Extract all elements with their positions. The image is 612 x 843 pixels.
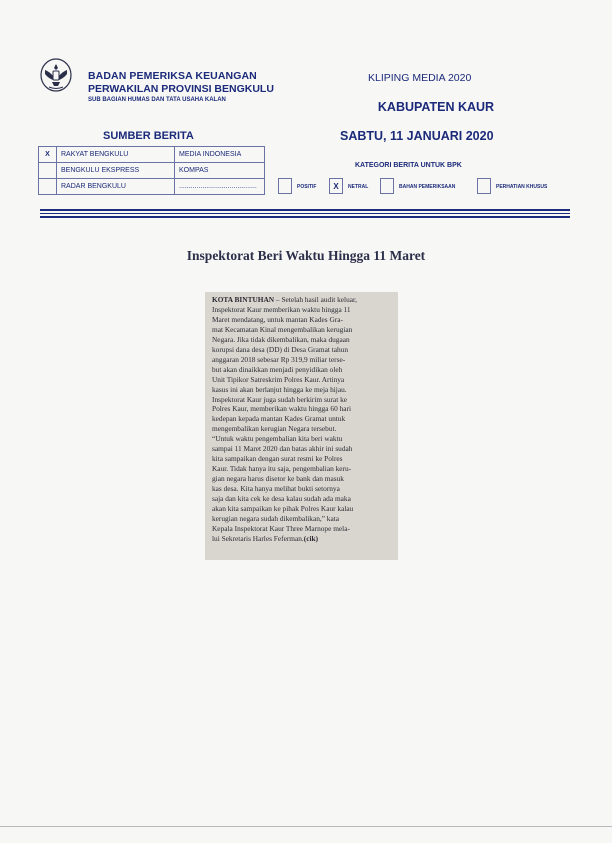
source-checkbox[interactable]: X xyxy=(39,147,57,163)
header-divider xyxy=(40,213,570,214)
article-paragraph xyxy=(212,295,394,434)
article-paragraph xyxy=(212,434,394,543)
author-signature: (cik) xyxy=(303,533,319,543)
kliping-label: KLIPING MEDIA 2020 xyxy=(368,72,472,84)
source-name: RAKYAT BENGKULU xyxy=(57,147,175,163)
bahan-pemeriksaan-label: BAHAN PEMERIKSAAN xyxy=(399,184,456,190)
article-headline: Inspektorat Beri Waktu Hingga 11 Maret xyxy=(186,248,426,263)
page-bottom-line xyxy=(0,826,612,827)
positif-label: POSITIF xyxy=(297,184,317,190)
source-name: KOMPAS xyxy=(175,163,265,179)
header-divider xyxy=(40,209,570,211)
org-name: BADAN PEMERIKSA KEUANGAN xyxy=(88,70,257,82)
kategori-title: KATEGORI BERITA UNTUK BPK xyxy=(355,162,462,169)
bahan-pemeriksaan-checkbox[interactable] xyxy=(380,178,394,194)
source-other-field[interactable]: ........................................ xyxy=(175,179,265,195)
article-paragraph-1: – Setelah hasil audit keluar, Inspektorat Kaur memberikan waktu hingga 11 Maret mendatang, untuk mantan Kades Gra- mat Kecamatan Kinal mengembalikan kerugian Negara. Jika tidak dikembalikan, maka dugaan korupsi dana desa (DD) di Desa Gramat tahun anggaran 2018 sebesar Rp 319,9 miliar terse- but akan dinaikkan menjadi penyidikan oleh Unit Tipikor Satreskrim Polres Kaur. Artinya kasus ini akan berlanjut hingga ke meja hijau. Inspektorat Kaur juga sudah berkirim surat ke Polres Kaur, memberikan waktu hingga 60 hari kedepan kepada mantan Kades Gramat untuk mengembalikan kerugian Negara tersebut. xyxy=(212,295,358,434)
source-name: BENGKULU EKSPRESS xyxy=(57,163,175,179)
header-divider xyxy=(40,216,570,218)
org-subtitle: PERWAKILAN PROVINSI BENGKULU xyxy=(88,83,274,95)
positif-checkbox[interactable] xyxy=(278,178,292,194)
netral-label: NETRAL xyxy=(348,184,369,190)
source-checkbox[interactable] xyxy=(39,163,57,179)
table-row xyxy=(39,163,265,179)
article-paragraph-2: “Untuk waktu pengembalian kita beri waktu sampai 11 Maret 2020 dan batas akhir ini sudah kita sampaikan dengan surat resmi ke Polres Kaur. Tidak hanya itu saja, pengembalian keru- gian negara harus disetor ke bank dan masuk kas desa. Kita hanya melihat bukti setornya saja dan kita cek ke desa kalau sudah ada maka akan kita sampaikan ke pihak Polres Kaur kalau kerugian negara sudah dikembalikan,” kata Kepala Inspektorat Kaur Three Marnope mela- lui Sekretaris Harles Feferman. xyxy=(212,434,354,543)
source-name: MEDIA INDONESIA xyxy=(175,147,265,163)
perhatian-khusus-checkbox[interactable] xyxy=(477,178,491,194)
kabupaten-label: KABUPATEN KAUR xyxy=(377,100,495,114)
article-dateline: KOTA BINTUHAN xyxy=(212,295,275,304)
sumber-berita-table xyxy=(38,146,265,195)
table-row xyxy=(39,147,265,163)
clipping-date: SABTU, 11 JANUARI 2020 xyxy=(340,129,494,143)
source-name: RADAR BENGKULU xyxy=(57,179,175,195)
table-row xyxy=(39,179,265,195)
source-checkbox[interactable] xyxy=(39,179,57,195)
netral-checkbox[interactable]: X xyxy=(329,178,343,194)
perhatian-khusus-label: PERHATIAN KHUSUS xyxy=(496,184,548,190)
sumber-berita-title: SUMBER BERITA xyxy=(103,130,194,142)
news-clipping xyxy=(205,292,398,560)
garuda-emblem-icon xyxy=(40,58,72,92)
org-unit: SUB BAGIAN HUMAS DAN TATA USAHA KALAN xyxy=(88,97,226,103)
